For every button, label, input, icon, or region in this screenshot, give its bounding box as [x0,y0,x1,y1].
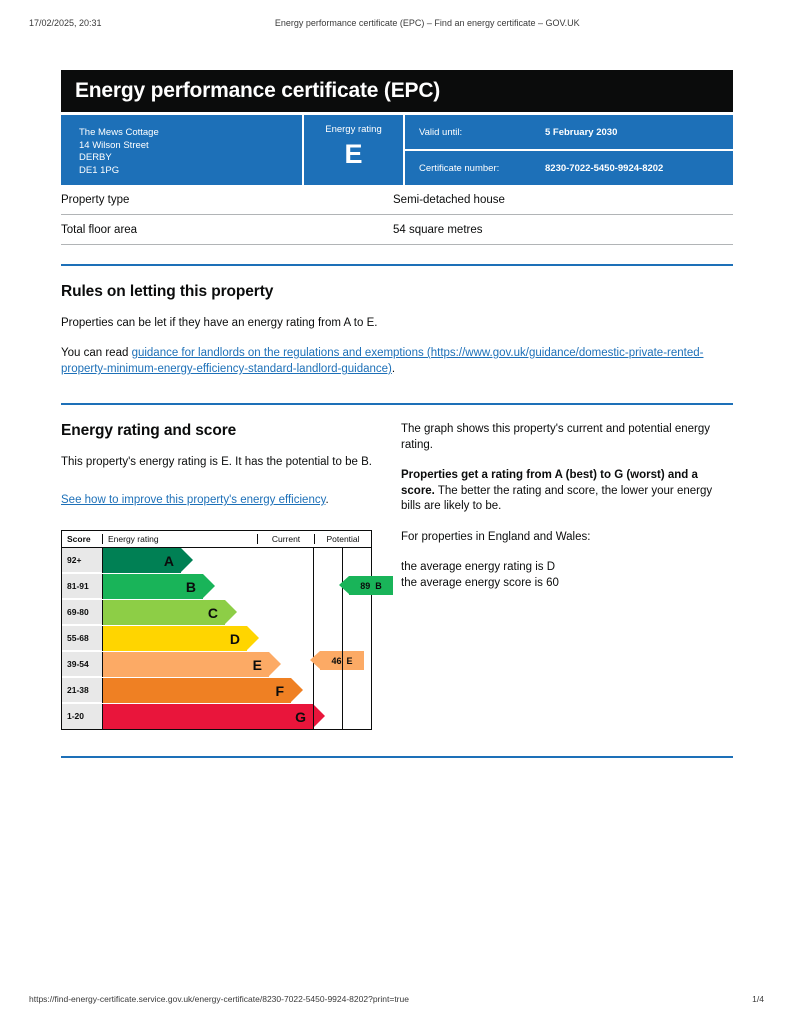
band-score-a: 92+ [62,548,102,573]
band-score-g: 1-20 [62,704,102,729]
energy-rating-paragraph: This property's energy rating is E. It has the potential to be B. [61,456,372,468]
page-title: Energy performance certificate (EPC) [75,79,441,102]
band-bar-d [103,626,247,651]
graph-col-current: Current [257,534,314,544]
band-letter-g: G [295,708,306,725]
table-row [61,215,733,245]
graph-band-row [62,600,313,626]
letting-guidance-paragraph [61,345,733,377]
potential-rating-marker [349,576,393,595]
landlord-guidance-link[interactable]: guidance for landlords on the regulations and exemptions (https://www.gov.uk/guidance/domestic-private-rented-property-minimum-energy-efficiency-standard-landlord-guidance) [61,347,704,375]
section-divider [61,756,733,758]
energy-rating-heading: Energy rating and score [61,422,237,439]
band-arrow-c [225,600,237,624]
valid-until-row [405,115,733,151]
letting-paragraph: Properties can be let if they have an energy rating from A to E. [61,317,378,329]
rating-explanation-rest: The better the rating and score, the lower your energy bills are likely to be. [401,484,713,512]
band-bar-wrap-c [102,600,313,625]
band-arrow-a [181,548,193,572]
band-letter-b: B [185,578,196,595]
letting-heading: Rules on letting this property [61,283,274,300]
band-bar-b [103,574,203,599]
band-letter-a: A [163,552,174,569]
band-arrow-b [203,574,215,598]
band-letter-e: E [252,656,262,673]
graph-potential-column [342,548,382,729]
address-line-1: The Mews Cottage [79,127,159,138]
band-arrow-e [269,652,281,676]
current-score: 46 [331,655,342,666]
rating-explanation-text [401,468,733,515]
total-floor-area-label: Total floor area [61,215,393,245]
epc-summary [61,115,733,185]
graph-header-row [62,531,371,548]
average-score-text: the average energy score is 60 [401,576,559,589]
print-header [0,18,793,28]
letting-guidance-prefix: You can read [61,347,132,359]
graph-bars-column [62,548,313,729]
band-bar-wrap-a [102,548,313,573]
epc-title-bar [61,70,733,112]
potential-letter: B [375,580,382,591]
energy-rating-section [61,405,733,730]
valid-until-label: Valid until: [419,126,463,138]
table-row [61,185,733,215]
property-details-table [61,185,733,245]
band-score-e: 39-54 [62,652,102,677]
certificate-number-row [405,151,733,185]
energy-rating-left-column [61,405,401,730]
graph-band-row [62,574,313,600]
graph-col-rating: Energy rating [102,534,257,544]
graph-body [62,548,382,729]
certificate-number-value: 8230-7022-5450-9924-8202 [545,162,664,174]
improve-efficiency-link[interactable]: See how to improve this property's energy efficiency [61,494,326,506]
band-arrow-f [291,678,303,702]
potential-score: 89 [360,580,371,591]
band-score-d: 55-68 [62,626,102,651]
print-header-datetime: 17/02/2025, 20:31 [29,18,102,28]
section-divider [61,264,733,266]
band-bar-wrap-b [102,574,313,599]
region-text: For properties in England and Wales: [401,530,591,543]
print-header-title: Energy performance certificate (EPC) – Find an energy certificate – GOV.UK [274,18,580,28]
valid-until-value: 5 February 2030 [545,126,618,138]
graph-band-row [62,626,313,652]
band-letter-c: C [207,604,218,621]
energy-rating-label: Energy rating [325,124,382,135]
rating-explanation-bold: Properties get a rating from A (best) to G (worst) and a score. [401,469,698,497]
band-bar-c [103,600,225,625]
band-letter-d: D [229,630,240,647]
property-type-label: Property type [61,185,393,215]
address-line-2: 14 Wilson Street [79,139,149,151]
document-content [61,70,733,758]
energy-rating-graph [61,530,382,730]
print-footer-page: 1/4 [752,994,764,1004]
improve-efficiency-suffix: . [325,494,329,506]
graph-band-row [62,678,313,704]
print-footer [0,994,793,1004]
band-bar-wrap-f [102,678,313,703]
band-score-c: 69-80 [62,600,102,625]
graph-current-column [313,548,353,729]
total-floor-area-value: 54 square metres [393,215,733,245]
band-bar-e [103,652,269,677]
band-bar-g [103,704,313,729]
energy-rating-letter: E [344,139,363,169]
energy-rating-badge [304,115,405,185]
property-type-value: Semi-detached house [393,185,733,215]
graph-band-row [62,548,313,574]
band-bar-f [103,678,291,703]
graph-col-potential: Potential [314,534,371,544]
band-bar-a [103,548,181,573]
address-line-3: DERBY [79,152,112,163]
certificate-number-label: Certificate number: [419,162,500,174]
property-address [61,115,304,185]
energy-rating-right-column [401,405,733,730]
address-line-4: DE1 1PG [79,164,120,176]
band-letter-f: F [275,682,284,699]
band-score-b: 81-91 [62,574,102,599]
letting-guidance-suffix: . [391,363,396,375]
graph-band-row [62,704,313,729]
graph-band-row [62,652,313,678]
band-bar-wrap-e [102,652,313,677]
potential-marker-arrow [339,576,349,594]
current-letter: E [346,655,353,666]
current-marker-arrow [310,651,320,669]
band-score-f: 21-38 [62,678,102,703]
certificate-meta [405,115,733,185]
print-footer-url: https://find-energy-certificate.service.gov.uk/energy-certificate/8230-7022-5450-9924-8202?print=true [29,994,409,1004]
graph-col-score: Score [67,534,91,544]
average-rating-text: the average energy rating is D [401,561,556,573]
band-bar-wrap-d [102,626,313,651]
band-arrow-d [247,626,259,650]
improve-efficiency-paragraph [61,492,401,508]
band-bar-wrap-g [102,704,313,729]
graph-intro-text: The graph shows this property's current and potential energy rating. [401,423,711,451]
